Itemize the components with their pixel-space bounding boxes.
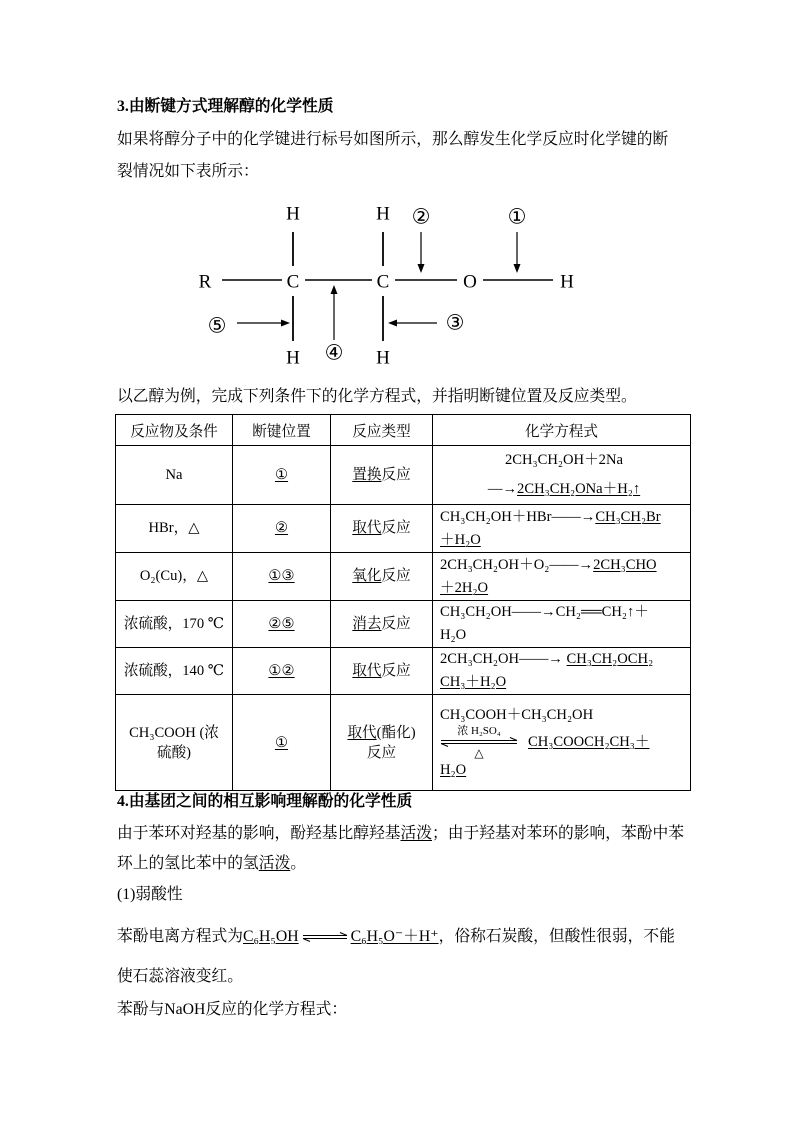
cell-bond-position (233, 695, 331, 791)
answer-blank: CH₃CH₂Br (595, 508, 661, 525)
answer-blank: 2CH₃CH₂ONa＋H₂↑ (517, 481, 641, 497)
cell-line (440, 671, 688, 694)
answer-blank: ① (274, 734, 289, 751)
cell-line (334, 517, 429, 540)
bond-label-4: ④ (324, 340, 344, 365)
bond-label-3: ③ (445, 310, 465, 335)
answer-blank: C₆H₅OH (243, 928, 299, 945)
answer-blank: 2CH₃CHO (593, 556, 657, 573)
answer-blank: 氧化 (352, 568, 382, 584)
table-row (116, 695, 691, 791)
text-run: ―→ (487, 481, 518, 497)
cell-line (334, 464, 429, 487)
text-run: 反应 (366, 744, 397, 761)
text-run: 苯酚电离方程式为 (117, 928, 243, 945)
cell-line (334, 660, 429, 683)
table-body (116, 446, 691, 791)
bond-label-2: ② (411, 204, 431, 229)
cell-line (440, 725, 688, 760)
ionization-equation-line (117, 967, 243, 987)
text-run: CH₃CH₂OH＋HBr――→ (440, 508, 596, 525)
cell-line (236, 733, 327, 753)
cell-line (440, 648, 688, 671)
answer-blank: ＋2H₂O (440, 579, 489, 596)
cell-equation (433, 505, 691, 553)
section-4-heading: 4.由基团之间的相互影响理解酚的化学性质 (117, 793, 413, 810)
cell-line (236, 517, 327, 540)
cell-line (440, 624, 688, 647)
cell-conditions (116, 695, 233, 791)
cell-line (119, 517, 229, 540)
text-run: 环上的氢比苯中的氢 (117, 855, 259, 872)
cell-conditions (116, 601, 233, 648)
arrow-bond-3 (388, 320, 437, 327)
text-run: CH₃COOH＋CH₃CH₂OH (440, 707, 594, 723)
naoh-reaction-prompt: 苯酚与NaOH反应的化学方程式： (117, 1001, 348, 1018)
answer-blank: 活泼 (258, 855, 291, 872)
cell-line (440, 554, 688, 577)
table-row (116, 553, 691, 601)
cell-bond-position (233, 505, 331, 553)
cell-equation (433, 446, 691, 505)
cell-bond-position (233, 648, 331, 695)
hydrogen-atom-c2-bottom: H (376, 347, 390, 369)
table-row (116, 648, 691, 695)
text-run: 浓硫酸，170 ℃ (123, 615, 225, 632)
cell-conditions (116, 553, 233, 601)
cell-line (119, 565, 229, 588)
answer-blank: 取代 (347, 724, 377, 741)
header-equation: 化学方程式 (433, 415, 691, 446)
cell-line (119, 613, 229, 636)
cell-line (119, 464, 229, 487)
cell-line (236, 464, 327, 487)
carbon-atom-2: C (376, 271, 390, 293)
cell-line (236, 565, 327, 588)
cell-equation (433, 553, 691, 601)
cell-conditions (116, 446, 233, 505)
reversible-arrow-icon (302, 932, 348, 942)
section-4-paragraph-line (117, 824, 684, 844)
answer-blank: 置换 (352, 466, 382, 483)
text-run: CH₃COOH (浓 (129, 724, 219, 741)
text-run: 反应 (381, 662, 411, 679)
cell-line (334, 613, 429, 636)
text-run: 2CH₃CH₂OH＋2Na (504, 452, 623, 468)
text-run: 浓硫酸，140 ℃ (123, 662, 225, 679)
arrow-bond-4 (331, 285, 338, 340)
section-3-intro-line: 裂情况如下表所示： (117, 163, 259, 180)
cell-line (440, 529, 688, 552)
answer-blank: CH₃COOCH₂CH₃＋ (528, 733, 650, 750)
text-run: 反应 (381, 568, 411, 584)
cell-line (440, 760, 688, 780)
text-run: O₂(Cu)，△ (139, 568, 209, 584)
answer-blank: 消去 (352, 615, 382, 632)
cell-line (334, 723, 429, 743)
cell-line (440, 475, 688, 504)
cell-line (119, 723, 229, 743)
answer-blank: CH₃＋H₂O (440, 674, 507, 690)
arrow-bond-2 (418, 232, 425, 273)
cell-line (440, 601, 688, 624)
carbon-atom-1: C (286, 271, 300, 293)
answer-blank: ①③ (268, 568, 295, 584)
cell-line (119, 660, 229, 683)
bond-label-5: ⑤ (207, 313, 227, 338)
hydroxyl-hydrogen-atom: H (560, 271, 574, 293)
text-run: 反应 (381, 520, 411, 536)
text-run: 。 (290, 855, 306, 872)
cell-bond-position (233, 601, 331, 648)
hydrogen-atom-c1-top: H (286, 203, 300, 225)
section-3-heading: 3.由断键方式理解醇的化学性质 (117, 98, 334, 115)
text-run: HBr，△ (148, 520, 200, 536)
cell-line (236, 613, 327, 636)
reversible-arrow (440, 725, 518, 760)
answer-blank: 取代 (352, 662, 382, 679)
table-row (116, 601, 691, 648)
answer-blank: 活泼 (400, 825, 432, 842)
text-run: ；由于羟基对苯环的影响，苯酚中苯 (432, 825, 684, 842)
cell-equation (433, 648, 691, 695)
cell-bond-position (233, 553, 331, 601)
alcohol-bond-diagram (180, 195, 600, 375)
arrow-bond-5 (237, 320, 290, 327)
reversible-arrow (302, 932, 348, 942)
cell-reaction-type (331, 446, 433, 505)
text-run: 由于苯环对羟基的影响，酚羟基比醇羟基 (117, 825, 401, 842)
arrow-bond-1 (514, 232, 521, 273)
answer-blank: CH₃CH₂OCH₂ (566, 651, 654, 667)
header-reaction-type: 反应类型 (331, 415, 433, 446)
cell-line (440, 577, 688, 600)
cell-line (119, 743, 229, 763)
text-run: H₂O (440, 627, 467, 643)
cell-reaction-type (331, 505, 433, 553)
text-run: 硫酸) (156, 744, 192, 761)
weak-acidity-subheading: (1)弱酸性 (117, 886, 183, 903)
table-row (116, 505, 691, 553)
bond-label-1: ① (507, 204, 527, 229)
text-run: 2CH₃CH₂OH＋O₂――→ (440, 556, 594, 573)
ionization-equation-line (117, 927, 675, 947)
cell-line (334, 565, 429, 588)
answer-blank: 取代 (352, 520, 382, 536)
text-run: 使石蕊溶液变红。 (117, 968, 243, 985)
cell-bond-position (233, 446, 331, 505)
text-run: 反应 (381, 615, 411, 632)
cell-conditions (116, 648, 233, 695)
cell-equation (433, 601, 691, 648)
answer-blank: ＋H₂O (440, 531, 481, 548)
cell-line (440, 705, 688, 725)
cell-reaction-type (331, 695, 433, 791)
text-run: 反应 (381, 466, 411, 483)
cell-line (440, 506, 688, 529)
text-run: CH₃CH₂OH――→CH₂══CH₂↑＋ (440, 604, 649, 620)
answer-blank: ① (274, 466, 289, 483)
table-header-row (116, 415, 691, 446)
answer-blank: ①② (268, 662, 295, 679)
reaction-table (115, 414, 691, 791)
hydrogen-atom-c1-bottom: H (286, 347, 300, 369)
arrow-condition-below: △ (474, 746, 484, 760)
header-conditions: 反应物及条件 (116, 415, 233, 446)
hydrogen-atom-c2-top: H (376, 203, 390, 225)
text-run: 2CH₃CH₂OH――→ (440, 651, 567, 667)
table-caption: 以乙醇为例，完成下列条件下的化学方程式，并指明断键位置及反应类型。 (117, 388, 637, 405)
cell-line (334, 743, 429, 763)
cell-reaction-type (331, 601, 433, 648)
cell-line (236, 660, 327, 683)
table-row (116, 446, 691, 505)
substituent-r: R (198, 271, 212, 293)
section-3-intro-line: 如果将醇分子中的化学键进行标号如图所示，那么醇发生化学反应时化学键的断 (117, 131, 669, 148)
answer-blank: H₂O (440, 762, 467, 778)
header-bond-position: 断键位置 (233, 415, 331, 446)
cell-line (440, 446, 688, 475)
cell-equation (433, 695, 691, 791)
answer-blank: C₆H₅O⁻＋H⁺ (350, 928, 439, 945)
cell-reaction-type (331, 648, 433, 695)
answer-blank: ② (274, 520, 289, 536)
text-run: (酯化) (376, 724, 416, 741)
cell-conditions (116, 505, 233, 553)
section-4-paragraph-line (117, 854, 306, 874)
text-run: ，俗称石炭酸，但酸性很弱，不能 (438, 928, 675, 945)
answer-blank: ②⑤ (268, 615, 295, 632)
text-run: Na (165, 466, 183, 483)
oxygen-atom: O (463, 271, 477, 293)
arrow-condition-above: 浓 H₂SO₄ (457, 725, 501, 737)
cell-reaction-type (331, 553, 433, 601)
